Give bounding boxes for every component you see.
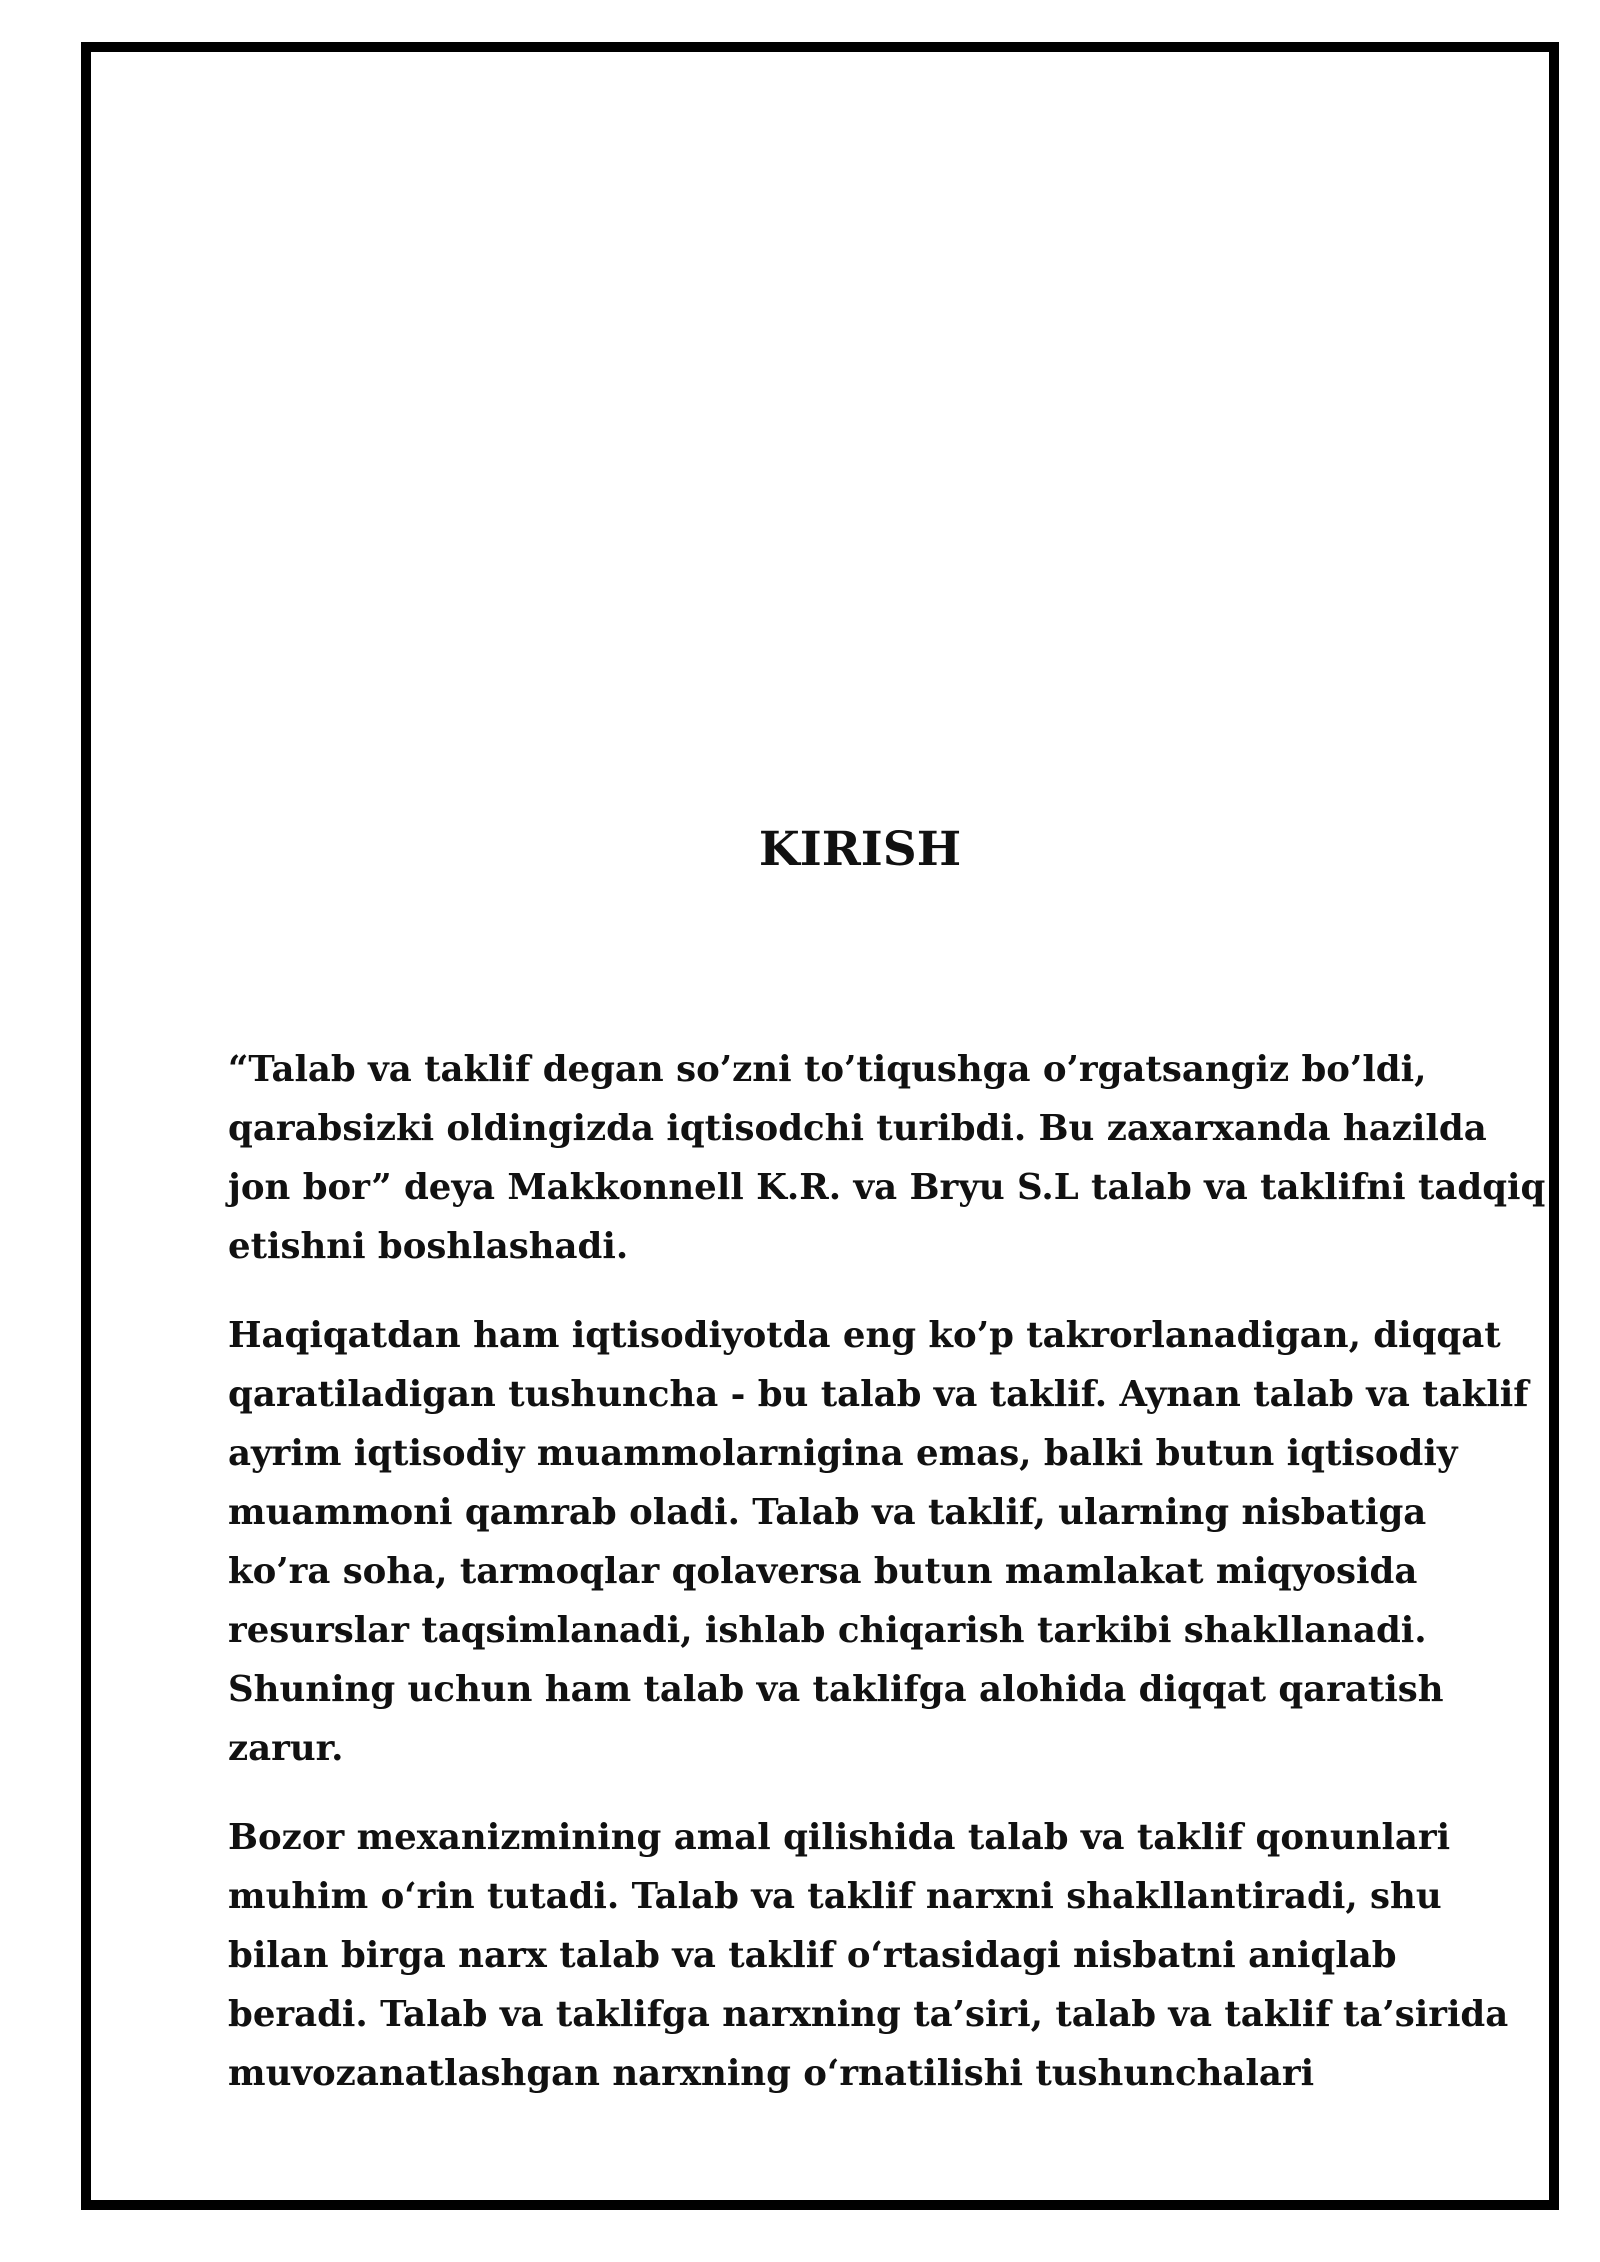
text-line: resurslar taqsimlanadi, ishlab chiqarish tarkibi shakllanadi. [228,1610,1427,1651]
text-line: muvozanatlashgan narxning o‘rnatilishi tushunchalari [228,2053,1315,2094]
text-line: beradi. Talab va taklifga narxning ta’siri, talab va taklif ta’sirida [228,1994,1509,2035]
text-line: muhim o‘rin tutadi. Talab va taklif narxni shakllantiradi, shu [228,1876,1442,1917]
page-title: KIRISH [758,822,962,877]
text-line: etishni boshlashadi. [228,1226,629,1267]
text-line: qaratiladigan tushuncha - bu talab va taklif. Aynan talab va taklif [228,1374,1529,1415]
text-line: qarabsizki oldingizda iqtisodchi turibdi. Bu zaxarxanda hazilda [228,1108,1487,1149]
text-line: muammoni qamrab oladi. Talab va taklif, ularning nisbatiga [228,1492,1427,1533]
text-line: zarur. [228,1728,344,1769]
text-line: ko’ra soha, tarmoqlar qolaversa butun mamlakat miqyosida [228,1551,1418,1592]
text-line: jon bor” deya Makkonnell K.R. va Bryu S.L talab va taklifni tadqiq [228,1167,1546,1208]
paragraph-2 [228,1306,1529,1778]
paragraph-3 [228,1808,1518,2103]
text-line: Bozor mexanizmining amal qilishida talab va taklif qonunlari [228,1817,1451,1858]
text-line: ayrim iqtisodiy muammolarnigina emas, balki butun iqtisodiy [228,1433,1458,1474]
document-body [228,1040,1546,2133]
text-line: “Talab va taklif degan so’zni to’tiqushga o’rgatsangiz bo’ldi, [228,1049,1427,1090]
text-line: Shuning uchun ham talab va taklifga alohida diqqat qaratish [228,1669,1444,1710]
paragraph-1 [228,1040,1546,1276]
text-line: Haqiqatdan ham iqtisodiyotda eng ko’p takrorlanadigan, diqqat [228,1315,1501,1356]
text-line: bilan birga narx talab va taklif o‘rtasidagi nisbatni aniqlab [228,1935,1397,1976]
